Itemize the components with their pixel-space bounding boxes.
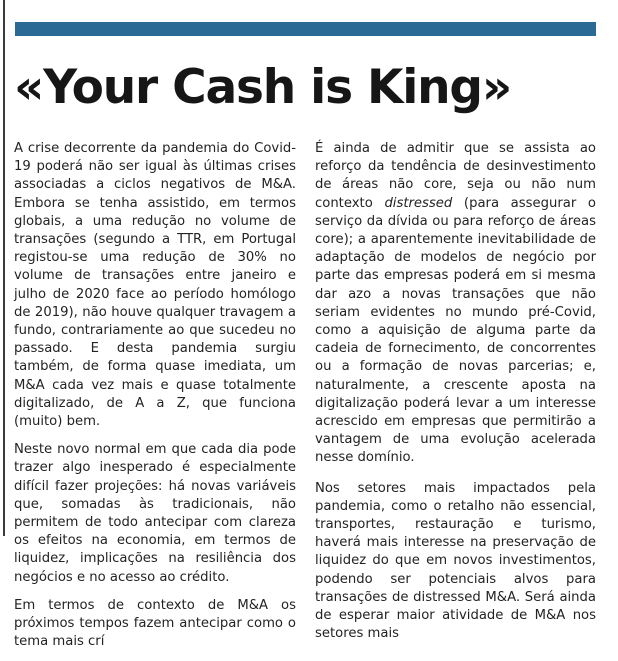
article-title: «Your Cash is King» [14, 60, 512, 115]
paragraph [315, 140, 596, 468]
article-column-right [315, 140, 596, 655]
paragraph: Neste novo normal em que cada dia pode trazer algo inesperado é especialmente difícil fazer projeções: há novas variáveis que, somadas às tradicionais, não permitem de todo antecipar com clareza os efeitos na economia, em termos de liquidez, implicações na resiliência dos negócios e no acesso ao crédito. [14, 442, 296, 585]
paragraph: A crise decorrente da pandemia do Covid-19 poderá não ser igual às últimas crises associadas a ciclos negativos de M&A. Embora se tenha assistido, em termos globais, a uma redução no volume de transações (segundo a TTR, em Portugal registou-se uma redução de 30% no volume de transações entre janeiro e julho de 2020 face ao período homólogo de 2019), não houve qualquer travagem a fundo, contrariamente ao que sucedeu no passado. E desta pandemia surgiu também, de forma quase imediata, um M&A cada vez mais e quase totalmente digitalizado, de A a Z, que funciona (muito) bem. [14, 141, 296, 430]
section-color-bar [15, 22, 596, 36]
page-edge-rule [3, 0, 5, 536]
paragraph-text: (para assegurar o serviço da dívida ou para reforço de áreas core); a aparentemente inevitabilidade de adaptação de modelos de negócio por parte das empresas poderá em si mesma dar azo a novas transações que não seriam evidentes no mundo pré-Covid, como a aquisição de alguma parte da cadeia de fornecimento, de concorrentes ou a formação de novas parcerias; e, naturalmente, a crescente aposta na digitalização poderá levar a um interesse acrescido em empresas que permitirão a vantagem de uma evolução acelerada nesse domínio. [315, 195, 596, 466]
paragraph-text: É ainda de admitir que se assista ao reforço da tendência de desinvestimento de áreas não core, seja ou não num contexto [315, 141, 596, 211]
article-column-left [14, 140, 296, 661]
paragraph: Nos setores mais impactados pela pandemia, como o retalho não essencial, transportes, restauração e turismo, haverá mais interesse na preservação de liquidez do que em novos investimentos, podendo ser potenciais alvos para transações de distressed M&A. Será ainda de esperar maior atividade de M&A nos setores mais [315, 480, 596, 642]
paragraph: Em termos de contexto de M&A os próximos tempos fazem antecipar como o tema mais crí [14, 597, 296, 650]
italic-term: distressed [384, 195, 453, 211]
